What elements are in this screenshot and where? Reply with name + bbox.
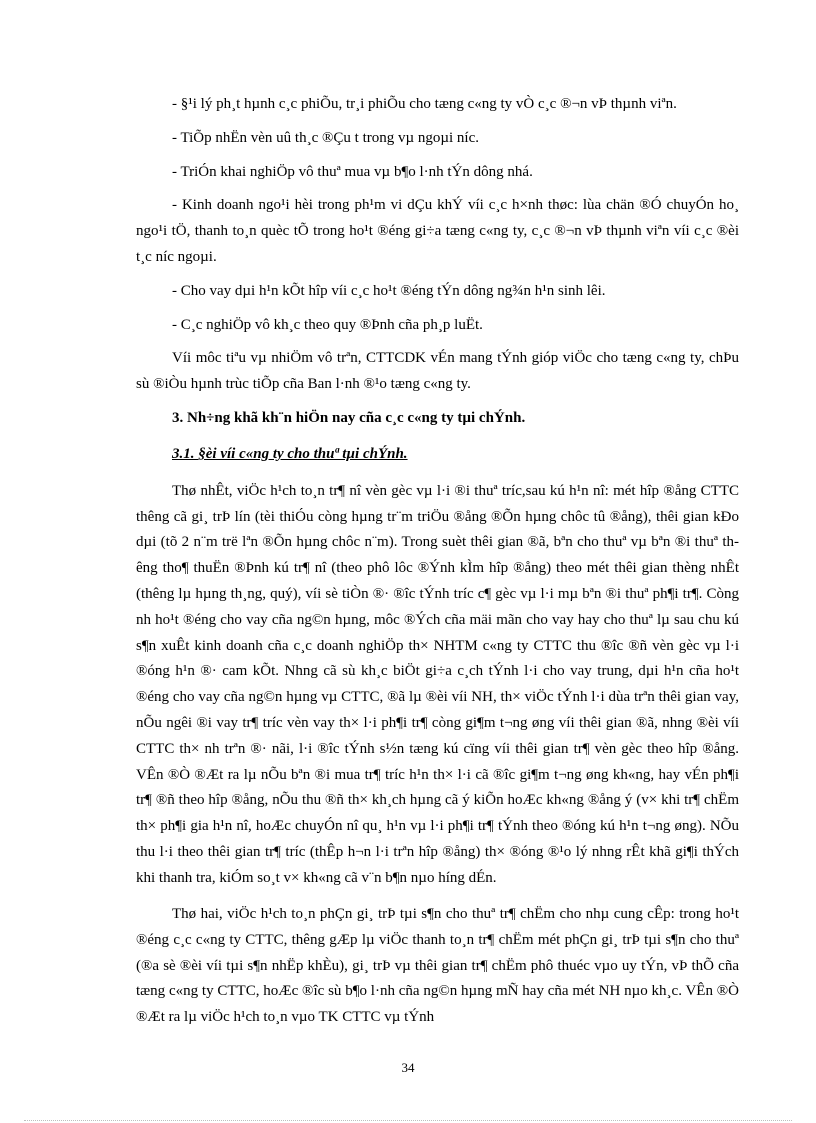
body-paragraph: Thø nhÊt, viÖc h¹ch to¸n tr¶ nî vèn gèc vµ l·i ®i thuª tríc,sau kú h¹n nî: mét hîp ®ång CTTC thêng cã gi¸ trÞ lín (tèi thiÓu còng hµng tr¨m triÖu ®ång ®Õn hµng chôc tû ®ång), thêi gian kÐo dµi (tõ 2 n¨m trë lªn ®Õn hµng chôc n¨m). Trong suèt thêi gian ®ã, bªn cho thuª vµ bªn ®i thuª thêng tho¶ thuËn ®Þnh kú tr¶ nî (theo phô lôc ®Ýnh kÌm hîp ®ång) theo mét thêi gian thèng nhÊt (thêng lµ hµng th¸ng, quý), víi sè tiÒn ®· ®îc tÝnh tríc c¶ gèc vµ l·i mµ bªn ®i thuª ph¶i tr¶. Còng nh ho¹t ®éng cho vay cña ng©n hµng, môc ®Ých cña mäi mãn cho vay hay cho thuª lµ sau chu kú s¶n xuÊt kinh doanh cña c¸c doanh nghiÖp th× NHTM c«ng ty CTTC thu ®îc ®ñ vèn gèc vµ l·i ®óng h¹n ®· cam kÕt. Nhng cã sù kh¸c biÖt gi÷a c¸ch tÝnh l·i cho vay trung, dµi h¹n cña ho¹t ®éng cho vay cña ng©n hµng vµ CTTC, ®ã lµ ®èi víi NH, th× viÖc tÝnh l·i dùa trªn thêi gian vay, nÕu ngêi ®i vay tr¶ tríc vèn vay th× l·i ph¶i tr¶ còng gi¶m t¬ng øng víi thêi gian ®ã, nhng ®èi víi CTTC th× nh trªn ®· nãi, l·i ®îc tÝnh s½n tæng kú cïng víi thêi gian tr¶ vèn gèc theo hîp ®ång. VÊn ®Ò ®Æt ra lµ nÕu bªn ®i mua tr¶ tríc h¹n th× l·i cã ®îc gi¶m t¬ng øng kh«ng, hay vÉn ph¶i tr¶ ®ñ theo hîp ®ång, nÕu thu ®ñ th× kh¸ch hµng cã ý kiÕn hoÆc kh«ng ®ång ý (v× khi tr¶ chËm th× ph¶i gia h¹n nî, hoÆc chuyÓn nî qu¸ h¹n vµ l·i ph¶i tr¶ tÝnh theo ®óng kú h¹n t¬ng øng). NÕu thu l·i theo thêi gian tr¶ tríc (thÊp h¬n l·i trªn hîp ®ång) th× ®óng ®¹o lý nhng rÊt khã gi¶i thÝch khi thanh tra, kiÓm so¸t v× kh«ng cã v¨n b¶n nµo híng dÉn.	[136, 482, 739, 886]
bullet-paragraph: - TriÓn khai nghiÖp vô thuª mua vµ b¶o l·nh tÝn dông nhá.	[172, 163, 533, 180]
section-heading: 3. Nh÷ng khã kh¨n hiÖn nay cña c¸c c«ng ty tµi chÝnh.	[172, 409, 526, 426]
body-paragraph: Víi môc tiªu vµ nhiÖm vô trªn, CTTCDK vÉn mang tÝnh gióp viÖc cho tæng c«ng ty, chÞu sù ®iÒu hµnh trùc tiÕp cña Ban l·nh ®¹o tæng c«ng ty.	[136, 350, 739, 393]
bullet-paragraph: - Cho vay dµi h¹n kÕt hîp víi c¸c ho¹t ®éng tÝn dông ng¾n h¹n sinh lêi.	[172, 282, 606, 299]
page-body	[136, 92, 739, 1042]
bullet-paragraph: - §¹i lý ph¸t hµnh c¸c phiÕu, tr¸i phiÕu cho tæng c«ng ty vÒ c¸c ®¬n vÞ thµnh viªn.	[172, 96, 677, 112]
bullet-paragraph: - C¸c nghiÖp vô kh¸c theo quy ®Þnh cña ph¸p luËt.	[172, 316, 483, 333]
bullet-paragraph: - Kinh doanh ngo¹i hèi trong ph¹m vi dÇu khÝ víi c¸c h×nh thøc: lùa chän ®Ó chuyÓn ho¸ ngo¹i tÖ, thanh to¸n quèc tÕ trong ho¹t ®éng gi÷a tæng c«ng ty, c¸c ®¬n vÞ thµnh viªn víi c¸c ®èi t¸c níc ngoµi.	[136, 197, 739, 265]
page-number: 34	[401, 1060, 415, 1075]
subsection-heading: 3.1. §èi víi c«ng ty cho thuª tµi chÝnh.	[172, 446, 408, 463]
body-paragraph: Thø hai, viÖc h¹ch to¸n phÇn gi¸ trÞ tµi s¶n cho thuª tr¶ chËm cho nhµ cung cÊp: trong ho¹t ®éng c¸c c«ng ty CTTC, thêng gÆp lµ viÖc thanh to¸n tr¶ chËm mét phÇn gi¸ trÞ tµi s¶n cho thuª (®a sè ®èi víi tµi s¶n nhËp khÈu), gi¸ trÞ vµ thêi gian tr¶ chËm phô thuéc vµo uy tÝn, vÞ thÕ cña tæng c«ng ty CTTC, hoÆc ®îc sù b¶o l·nh cña ng©n hµng mÑ hay cña mét NH nµo kh¸c. VÊn ®Ò ®Æt ra lµ viÖc h¹ch to¸n vµo TK CTTC vµ tÝnh	[136, 906, 739, 1026]
footer-divider	[24, 1120, 792, 1121]
bullet-paragraph: - TiÕp nhËn vèn uû th¸c ®Çu t trong vµ ngoµi níc.	[172, 129, 480, 146]
